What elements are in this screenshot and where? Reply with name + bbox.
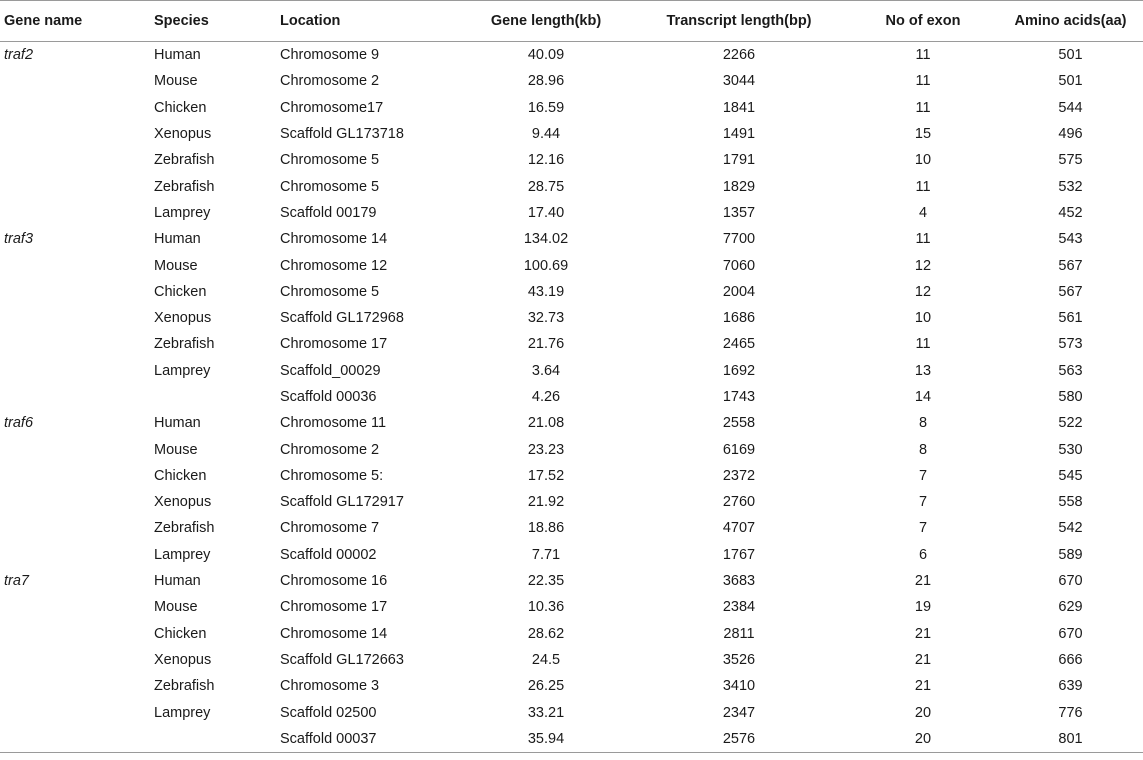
species-cell: Zebrafish — [154, 520, 215, 537]
table-row — [0, 279, 1143, 305]
amino-acids-cell: 575 — [1058, 152, 1083, 169]
table-row — [0, 252, 1143, 278]
table-row — [0, 436, 1143, 462]
exon-count-cell: 7 — [918, 494, 928, 511]
exon-count-cell: 13 — [914, 362, 932, 379]
species-cell: Xenopus — [154, 126, 212, 143]
transcript-length-cell: 3683 — [722, 573, 756, 590]
gene-name-cell — [0, 726, 154, 753]
gene-length-cell: 23.23 — [527, 441, 565, 458]
gene-length-cell: 21.08 — [527, 415, 565, 432]
transcript-length-cell: 2372 — [722, 467, 756, 484]
species-cell: Human — [154, 415, 201, 432]
header-amino-acids: Amino acids(aa) — [998, 1, 1143, 42]
location-cell: Chromosome 16 — [280, 573, 388, 590]
location-cell: Chromosome 2 — [280, 441, 380, 458]
amino-acids-cell: 563 — [1058, 362, 1083, 379]
table-row — [0, 147, 1143, 173]
table-row — [0, 542, 1143, 568]
table-row — [0, 515, 1143, 541]
header-transcript-length: Transcript length(bp) — [630, 1, 848, 42]
gene-name-cell: traf6 — [4, 415, 34, 432]
exon-count-cell: 21 — [914, 651, 932, 668]
transcript-length-cell: 4707 — [722, 520, 756, 537]
exon-count-cell: 12 — [914, 283, 932, 300]
header-species: Species — [154, 1, 280, 42]
gene-name-cell — [0, 147, 154, 173]
amino-acids-cell: 532 — [1058, 178, 1083, 195]
gene-length-cell: 10.36 — [527, 599, 565, 616]
exon-count-cell: 21 — [914, 625, 932, 642]
exon-count-cell: 20 — [848, 726, 998, 753]
gene-length-cell: 21.76 — [527, 336, 565, 353]
table-body — [0, 42, 1143, 753]
gene-name-cell — [0, 384, 154, 410]
gene-name-cell — [0, 121, 154, 147]
species-cell: Lamprey — [154, 704, 211, 721]
species-cell: Chicken — [154, 283, 207, 300]
transcript-length-cell: 7060 — [722, 257, 756, 274]
amino-acids-cell: 567 — [1058, 257, 1083, 274]
gene-name-cell — [0, 673, 154, 699]
species-cell — [154, 726, 280, 753]
table-row — [0, 121, 1143, 147]
transcript-length-cell: 7700 — [722, 231, 756, 248]
species-cell: Lamprey — [154, 362, 211, 379]
species-cell: Human — [154, 573, 201, 590]
exon-count-cell: 7 — [918, 520, 928, 537]
table-row — [0, 699, 1143, 725]
amino-acids-cell: 561 — [1058, 310, 1083, 327]
transcript-length-cell: 2004 — [722, 283, 756, 300]
table-row — [0, 173, 1143, 199]
gene-length-cell: 28.96 — [527, 73, 565, 90]
gene-length-cell: 7.71 — [531, 546, 561, 563]
transcript-length-cell: 3410 — [722, 678, 756, 695]
exon-count-cell: 19 — [914, 599, 932, 616]
location-cell: Chromosome 7 — [280, 520, 380, 537]
exon-count-cell: 12 — [914, 257, 932, 274]
species-cell: Chicken — [154, 467, 207, 484]
species-cell: Zebrafish — [154, 152, 215, 169]
amino-acids-cell: 501 — [1058, 47, 1083, 64]
exon-count-cell: 11 — [915, 336, 931, 353]
amino-acids-cell: 544 — [1058, 99, 1083, 116]
transcript-length-cell: 1357 — [722, 204, 756, 221]
header-no-of-exon: No of exon — [848, 1, 998, 42]
transcript-length-cell: 2576 — [630, 726, 848, 753]
table-row — [0, 410, 1143, 436]
table-row — [0, 331, 1143, 357]
exon-count-cell: 11 — [915, 73, 931, 90]
species-cell: Human — [154, 47, 201, 64]
amino-acids-cell: 530 — [1058, 441, 1083, 458]
gene-name-cell — [0, 515, 154, 541]
exon-count-cell: 20 — [914, 704, 932, 721]
species-cell: Xenopus — [154, 494, 212, 511]
species-cell: Mouse — [154, 257, 198, 274]
location-cell: Chromosome 5 — [280, 283, 380, 300]
gene-name-cell — [0, 621, 154, 647]
gene-length-cell: 100.69 — [523, 257, 569, 274]
transcript-length-cell: 2266 — [722, 47, 756, 64]
exon-count-cell: 11 — [915, 47, 931, 64]
table-row — [0, 42, 1143, 69]
exon-count-cell: 11 — [915, 99, 931, 116]
table-row — [0, 305, 1143, 331]
gene-length-cell: 3.64 — [531, 362, 561, 379]
amino-acids-cell: 501 — [1058, 73, 1083, 90]
transcript-length-cell: 2465 — [722, 336, 756, 353]
amino-acids-cell: 567 — [1058, 283, 1083, 300]
table-row — [0, 621, 1143, 647]
amino-acids-cell: 545 — [1058, 467, 1083, 484]
species-cell: Xenopus — [154, 651, 212, 668]
location-cell: Chromosome 5: — [280, 467, 384, 484]
gene-name-cell — [0, 252, 154, 278]
location-cell: Chromosome17 — [280, 99, 384, 116]
exon-count-cell: 10 — [914, 310, 932, 327]
gene-name-cell — [0, 358, 154, 384]
gene-name-cell — [0, 594, 154, 620]
amino-acids-cell: 670 — [1058, 573, 1083, 590]
species-cell: Xenopus — [154, 310, 212, 327]
exon-count-cell: 10 — [914, 152, 932, 169]
gene-length-cell: 17.52 — [527, 467, 565, 484]
gene-length-cell: 43.19 — [527, 283, 565, 300]
amino-acids-cell: 776 — [1058, 704, 1083, 721]
transcript-length-cell: 1743 — [722, 389, 756, 405]
header-row — [0, 1, 1143, 42]
exon-count-cell: 15 — [914, 126, 932, 143]
table-row — [0, 68, 1143, 94]
transcript-length-cell: 6169 — [722, 441, 756, 458]
exon-count-cell: 7 — [918, 467, 928, 484]
exon-count-cell: 21 — [914, 678, 932, 695]
exon-count-cell: 8 — [918, 415, 928, 432]
location-cell: Chromosome 9 — [280, 47, 380, 64]
location-cell: Scaffold GL172917 — [280, 494, 404, 511]
table-row — [0, 673, 1143, 699]
table-row — [0, 95, 1143, 121]
exon-count-cell: 4 — [918, 204, 928, 221]
header-gene-name: Gene name — [0, 1, 154, 42]
location-cell: Chromosome 5 — [280, 152, 380, 169]
transcript-length-cell: 1686 — [722, 310, 756, 327]
gene-name-cell — [0, 699, 154, 725]
location-cell: Scaffold 00037 — [280, 726, 462, 753]
location-cell: Chromosome 14 — [280, 625, 388, 642]
table-row — [0, 489, 1143, 515]
amino-acids-cell: 542 — [1058, 520, 1083, 537]
gene-name-cell: traf3 — [4, 231, 34, 248]
species-cell: Chicken — [154, 99, 207, 116]
amino-acids-cell: 543 — [1058, 231, 1083, 248]
gene-name-cell — [0, 173, 154, 199]
gene-name-cell — [0, 436, 154, 462]
location-cell: Scaffold 00002 — [280, 546, 377, 563]
amino-acids-cell: 452 — [1058, 204, 1083, 221]
gene-name-cell — [0, 200, 154, 226]
gene-length-cell: 4.26 — [531, 389, 561, 405]
amino-acids-cell: 522 — [1058, 415, 1083, 432]
transcript-length-cell: 1791 — [722, 152, 756, 169]
location-cell: Scaffold GL173718 — [280, 126, 404, 143]
species-cell: Chicken — [154, 625, 207, 642]
transcript-length-cell: 1829 — [722, 178, 756, 195]
gene-length-cell: 40.09 — [527, 47, 565, 64]
table-row — [0, 358, 1143, 384]
gene-length-cell: 35.94 — [462, 726, 630, 753]
table-row — [0, 463, 1143, 489]
gene-length-cell: 17.40 — [527, 204, 565, 221]
gene-name-cell — [0, 279, 154, 305]
species-cell: Zebrafish — [154, 178, 215, 195]
species-cell: Zebrafish — [154, 336, 215, 353]
species-cell: Zebrafish — [154, 678, 215, 695]
amino-acids-cell: 580 — [1058, 389, 1083, 405]
gene-length-cell: 28.75 — [527, 178, 565, 195]
table-row — [0, 568, 1143, 594]
location-cell: Scaffold 00179 — [280, 204, 377, 221]
amino-acids-cell: 666 — [1058, 651, 1083, 668]
gene-name-cell — [0, 463, 154, 489]
location-cell: Chromosome 3 — [280, 678, 380, 695]
gene-length-cell: 16.59 — [527, 99, 565, 116]
exon-count-cell: 14 — [914, 389, 932, 405]
location-cell: Scaffold 00036 — [280, 389, 377, 405]
location-cell: Scaffold_00029 — [280, 362, 381, 379]
location-cell: Chromosome 14 — [280, 231, 388, 248]
exon-count-cell: 21 — [914, 573, 932, 590]
transcript-length-cell: 3044 — [722, 73, 756, 90]
location-cell: Scaffold GL172968 — [280, 310, 404, 327]
gene-name-cell: tra7 — [4, 573, 29, 590]
gene-length-cell: 26.25 — [527, 678, 565, 695]
gene-name-cell — [0, 647, 154, 673]
location-cell: Scaffold 02500 — [280, 704, 377, 721]
transcript-length-cell: 2811 — [723, 625, 755, 642]
gene-length-cell: 9.44 — [531, 126, 561, 143]
exon-count-cell: 8 — [918, 441, 928, 458]
header-gene-length: Gene length(kb) — [462, 1, 630, 42]
species-cell: Human — [154, 231, 201, 248]
amino-acids-cell: 670 — [1058, 625, 1083, 642]
gene-length-cell: 32.73 — [527, 310, 565, 327]
gene-name-cell — [0, 331, 154, 357]
transcript-length-cell: 2760 — [722, 494, 756, 511]
gene-length-cell: 18.86 — [527, 520, 565, 537]
species-cell: Lamprey — [154, 546, 211, 563]
table-row — [0, 647, 1143, 673]
gene-length-cell: 134.02 — [523, 231, 569, 248]
gene-length-cell: 28.62 — [527, 625, 565, 642]
exon-count-cell: 6 — [918, 546, 928, 563]
table-header — [0, 1, 1143, 42]
gene-name-cell — [0, 68, 154, 94]
gene-name-cell — [0, 305, 154, 331]
gene-length-cell: 22.35 — [527, 573, 565, 590]
transcript-length-cell: 1491 — [722, 126, 756, 143]
location-cell: Chromosome 17 — [280, 599, 388, 616]
species-cell: Mouse — [154, 599, 198, 616]
gene-name-cell — [0, 489, 154, 515]
gene-length-cell: 33.21 — [527, 704, 565, 721]
location-cell: Chromosome 12 — [280, 257, 388, 274]
exon-count-cell: 11 — [915, 231, 931, 248]
amino-acids-cell: 496 — [1058, 126, 1083, 143]
location-cell: Chromosome 11 — [280, 415, 387, 432]
gene-length-cell: 24.5 — [531, 651, 561, 668]
amino-acids-cell: 801 — [998, 726, 1143, 753]
location-cell: Chromosome 2 — [280, 73, 380, 90]
gene-name-cell — [0, 95, 154, 121]
gene-length-cell: 12.16 — [527, 152, 565, 169]
amino-acids-cell: 558 — [1058, 494, 1083, 511]
gene-length-cell: 21.92 — [527, 494, 565, 511]
species-cell: Lamprey — [154, 204, 211, 221]
exon-count-cell: 11 — [915, 178, 931, 195]
transcript-length-cell: 2384 — [722, 599, 756, 616]
location-cell: Scaffold GL172663 — [280, 651, 404, 668]
transcript-length-cell: 2558 — [722, 415, 756, 432]
gene-name-cell — [0, 542, 154, 568]
transcript-length-cell: 3526 — [722, 651, 756, 668]
transcript-length-cell: 1692 — [722, 362, 756, 379]
header-location: Location — [280, 1, 462, 42]
species-cell: Mouse — [154, 73, 198, 90]
transcript-length-cell: 2347 — [722, 704, 756, 721]
amino-acids-cell: 639 — [1058, 678, 1083, 695]
table-row — [0, 226, 1143, 252]
transcript-length-cell: 1767 — [722, 546, 756, 563]
species-cell — [154, 384, 280, 410]
amino-acids-cell: 629 — [1058, 599, 1083, 616]
location-cell: Chromosome 17 — [280, 336, 388, 353]
species-cell: Mouse — [154, 441, 198, 458]
transcript-length-cell: 1841 — [722, 99, 756, 116]
amino-acids-cell: 589 — [1058, 546, 1083, 563]
table-row — [0, 384, 1143, 410]
amino-acids-cell: 573 — [1058, 336, 1083, 353]
gene-name-cell: traf2 — [4, 47, 34, 64]
location-cell: Chromosome 5 — [280, 178, 380, 195]
table-row — [0, 726, 1143, 753]
table-row — [0, 594, 1143, 620]
table-row — [0, 200, 1143, 226]
